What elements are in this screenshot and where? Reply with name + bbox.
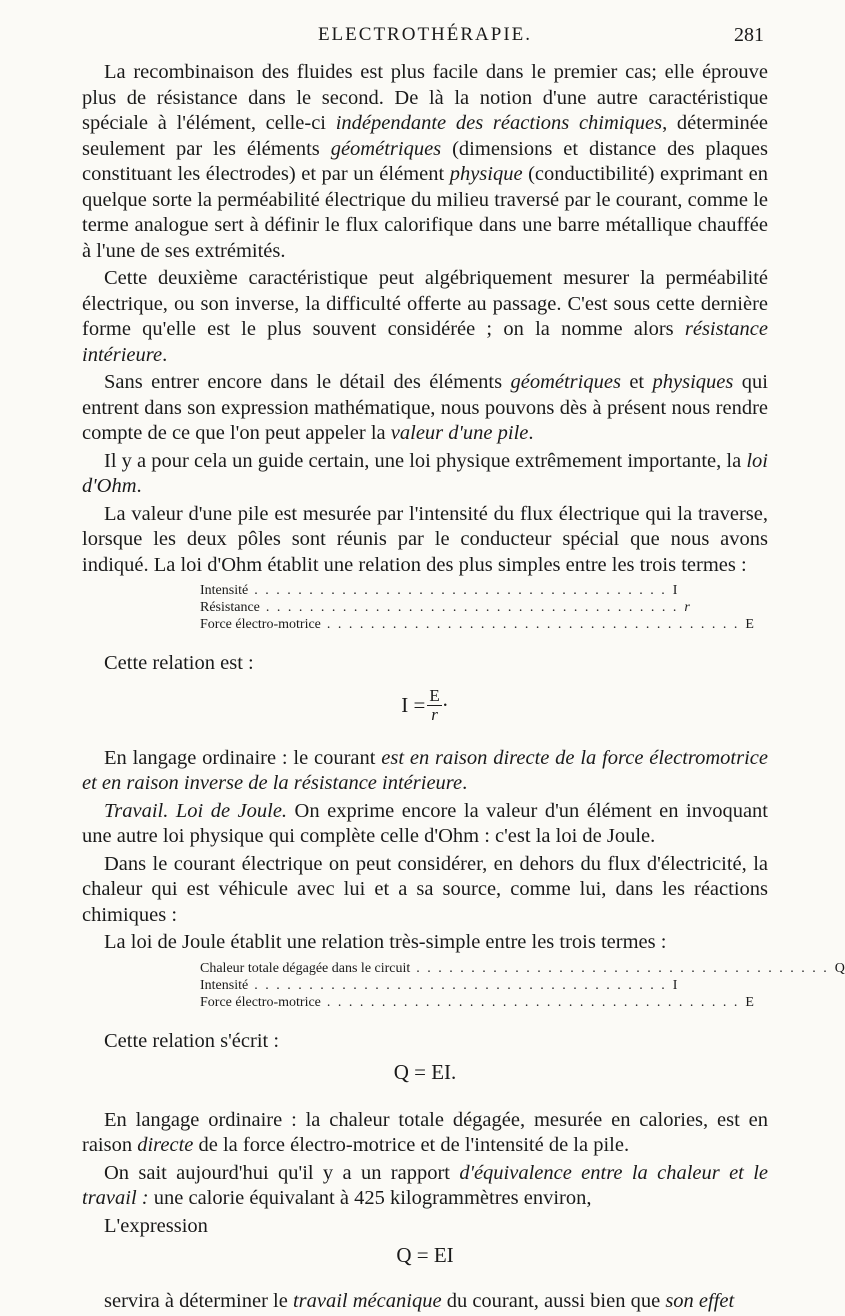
text-run: une calorie équivalant à 425 kilogrammètres environ, bbox=[148, 1187, 592, 1209]
paragraph-1 bbox=[82, 60, 768, 264]
leader-dots: . . . . . . . . . . . . . . . . . . . . . . . . . . . . . . . . . . . . . . bbox=[326, 994, 740, 1010]
italic-run: travail mécanique bbox=[292, 1289, 442, 1312]
term-label: Force électro-motrice bbox=[200, 617, 321, 632]
text-run: Il y a pour cela un guide certain, une loi physique extrêmement importante, la bbox=[104, 449, 747, 472]
text-run: du courant, aussi bien que bbox=[441, 1289, 666, 1312]
italic-run: d'équivalence entre la chaleur et le travail : bbox=[82, 1161, 768, 1209]
section-heading: Travail. Loi de Joule. bbox=[104, 799, 288, 822]
text-run: servira à déterminer le bbox=[104, 1289, 293, 1312]
italic-run: géométriques bbox=[330, 137, 442, 160]
paragraph-12 bbox=[82, 1108, 768, 1159]
term-symbol: Q bbox=[834, 960, 845, 976]
paragraph-2 bbox=[82, 266, 768, 368]
table-row bbox=[200, 960, 845, 977]
italic-run: est en raison directe de la force électromotrice et en raison inverse de la résistance intérieure bbox=[82, 746, 769, 794]
italic-run: valeur d'une pile bbox=[390, 422, 529, 444]
paragraph-8 bbox=[82, 799, 768, 850]
text-run: La recombinaison des fluides est plus facile dans le premier cas; elle éprouve plus de résistance dans le second. De là la notion d'une autre caractéristique spéciale à l'élément, celle-ci bbox=[82, 61, 768, 134]
term-label: Force électro-motrice bbox=[200, 994, 321, 1010]
text-run: qui entrent dans son expression mathématique, nous pouvons dès à présent nous rendre compte de ce que l'on peut appeler la bbox=[82, 371, 768, 444]
text-run: . bbox=[528, 422, 534, 444]
paragraph-3 bbox=[82, 370, 768, 447]
leader-dots: . . . . . . . . . . . . . . . . . . . . . . . . . . . . . . . . . . . . . . bbox=[254, 977, 667, 993]
paragraph-9: Dans le courant électrique on peut considérer, en dehors du flux d'électricité, la chaleur qui est véhicule avec lui et a sa source, comme lui, dans les réactions chimiques : bbox=[82, 852, 768, 926]
paragraph-15 bbox=[82, 1289, 768, 1315]
fraction bbox=[427, 687, 441, 724]
term-symbol: r bbox=[684, 600, 690, 615]
italic-run: physique bbox=[449, 163, 523, 185]
term-label: Chaleur totale dégagée dans le circuit bbox=[200, 960, 411, 976]
paragraph-4 bbox=[82, 449, 768, 500]
text-run: En langage ordinaire : le courant bbox=[104, 746, 382, 769]
table-row bbox=[200, 582, 678, 599]
text-run: . bbox=[136, 475, 142, 497]
term-symbol: E bbox=[745, 617, 754, 632]
term-label: Intensité bbox=[200, 583, 249, 598]
paragraph-5: La valeur d'une pile est mesurée par l'intensité du flux électrique qui la traverse, lorsque les deux pôles sont réunis par le conducteur spécial que nous avons indiqué. La loi d'Ohm établit une relation des plus simples entre les trois termes : bbox=[82, 502, 768, 576]
text-run: de la force électro-motrice et de l'intensité de la pile. bbox=[193, 1134, 630, 1156]
joule-terms-table bbox=[200, 960, 845, 1011]
leader-dots: . . . . . . . . . . . . . . . . . . . . . . . . . . . . . . . . . . . . . . bbox=[326, 617, 740, 632]
paragraph-13 bbox=[82, 1161, 768, 1212]
italic-run: son effet bbox=[665, 1289, 735, 1312]
italic-run: loi d'Ohm bbox=[82, 449, 768, 497]
paragraph-11: Cette relation s'écrit : bbox=[104, 1029, 280, 1052]
italic-run: indépendante des réactions chimiques bbox=[335, 112, 663, 134]
text-run: (dimensions et distance des plaques constituant les électrodes) et par un élément bbox=[82, 137, 768, 185]
text-run: . bbox=[162, 343, 168, 366]
italic-run: directe bbox=[137, 1134, 194, 1156]
text-run: On sait aujourd'hui qu'il y a un rapport bbox=[104, 1161, 460, 1184]
joule-formula: Q = EI. bbox=[393, 1060, 457, 1084]
leader-dots: . . . . . . . . . . . . . . . . . . . . . . . . . . . . . . . . . . . . . . bbox=[265, 600, 679, 615]
formula-tail: · bbox=[441, 692, 449, 717]
term-symbol: I bbox=[672, 583, 678, 598]
text-run: . bbox=[462, 772, 468, 794]
italic-run: résistance intérieure bbox=[82, 318, 768, 366]
table-row bbox=[200, 977, 678, 994]
formula-left: I = bbox=[401, 692, 426, 717]
ohm-formula bbox=[82, 687, 768, 724]
term-symbol: I bbox=[672, 977, 678, 993]
term-symbol: E bbox=[745, 994, 754, 1010]
term-label: Intensité bbox=[200, 977, 249, 993]
page-number: 281 bbox=[734, 24, 764, 46]
text-run: (conductibilité) exprimant en quelque sorte la perméabilité électrique du milieu traversé par le courant, comme le terme analogue sert à définir le flux calorifique dans une barre métallique chauffée à l'une de ses extrémités. bbox=[82, 163, 768, 262]
paragraph-14: L'expression bbox=[104, 1214, 208, 1237]
running-header bbox=[82, 24, 768, 54]
running-title: ELECTROTHÉRAPIE. bbox=[317, 24, 533, 45]
expression-formula: Q = EI bbox=[396, 1243, 454, 1267]
leader-dots: . . . . . . . . . . . . . . . . . . . . . . . . . . . . . . . . . . . . . . bbox=[254, 583, 667, 598]
text-run: Sans entrer encore dans le détail des éléments bbox=[104, 371, 511, 393]
text-run: Cette deuxième caractéristique peut algébriquement mesurer la perméabilité électrique, ou son inverse, la difficulté offerte au passage. C'est sous cette dernière forme qu'elle est le plus souvent considérée ; on la nomme alors bbox=[82, 267, 768, 340]
leader-dots: . . . . . . . . . . . . . . . . . . . . . . . . . . . . . . . . . . . . . . bbox=[416, 960, 829, 976]
table-row bbox=[200, 616, 754, 633]
text-run: On exprime encore la valeur d'un élément en invoquant une autre loi physique qui complète celle d'Ohm : c'est la loi de Joule. bbox=[82, 799, 769, 847]
text-run: et bbox=[620, 371, 653, 393]
paragraph-6: Cette relation est : bbox=[104, 652, 254, 674]
italic-run: physiques bbox=[652, 371, 734, 393]
text-run: , déterminée seulement par les éléments bbox=[82, 112, 768, 160]
page-body bbox=[82, 60, 845, 1316]
paragraph-7 bbox=[82, 746, 768, 797]
table-row bbox=[200, 599, 690, 616]
ohm-terms-table bbox=[200, 582, 754, 633]
term-label: Résistance bbox=[200, 600, 260, 615]
paragraph-10: La loi de Joule établit une relation très-simple entre les trois termes : bbox=[104, 931, 667, 953]
text-run: En langage ordinaire : la chaleur totale dégagée, mesurée en calories, est en raison bbox=[82, 1108, 768, 1156]
italic-run: géométriques bbox=[510, 371, 621, 393]
table-row bbox=[200, 994, 754, 1011]
fraction-denominator: r bbox=[431, 704, 438, 724]
fraction-numerator: E bbox=[429, 685, 440, 705]
